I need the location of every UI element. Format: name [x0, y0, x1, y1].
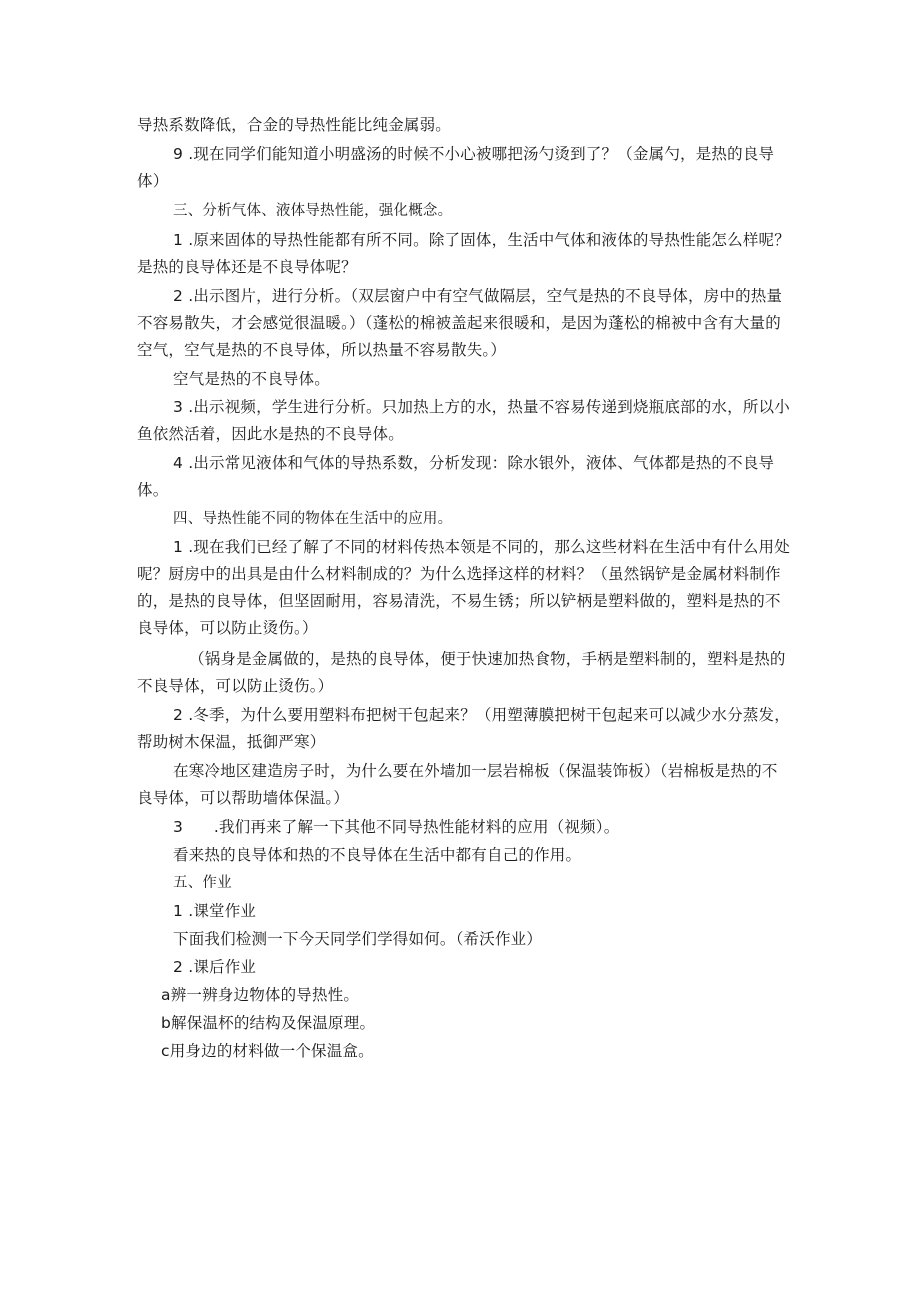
- paragraph-summary: 看来热的良导体和热的不良导体在生活中都有自己的作用。: [173, 846, 582, 864]
- paragraph-air-conclusion: 空气是热的不良导体。: [173, 370, 331, 388]
- list-item-b: b解保温杯的结构及保温原理。: [161, 1014, 376, 1032]
- paragraph-3-3: 3 .出示视频，学生进行分析。只加热上方的水，热量不容易传递到烧瓶底部的水，所以小鱼依然活着，因此水是热的不良导体。: [137, 398, 790, 443]
- list-item-a: a辨一辨身边物体的导热性。: [161, 986, 360, 1004]
- paragraph-4-2: 2 .冬季，为什么要用塑料布把树干包起来？（用塑薄膜把树干包起来可以减少水分蒸发，帮助树木保温，抵御严寒）: [137, 706, 790, 751]
- section-heading-4: 四、导热性能不同的物体在生活中的应用。: [173, 511, 453, 527]
- paragraph-5-2: 2 .课后作业: [173, 958, 257, 976]
- paragraph-3-4: 4 .出示常见液体和气体的导热系数，分析发现：除水银外，液体、气体都是热的不良导体。: [137, 454, 775, 499]
- paragraph-class-homework: 下面我们检测一下今天同学们学得如何。（希沃作业）: [173, 930, 543, 948]
- paragraph-pot-body: （锅身是金属做的，是热的良导体，便于快速加热食物，手柄是塑料制的，塑料是热的不良导体，可以防止烫伤。）: [137, 650, 786, 695]
- paragraph-3-2: 2 .出示图片，进行分析。（双层窗户中有空气做隔层，空气是热的不良导体，房中的热量不容易散失，才会感觉很温暖。）（蓬松的棉被盖起来很暖和，是因为蓬松的棉被中含有大量的空气，空气是热的不良导体，所以热量不容易散失。）: [137, 287, 783, 359]
- paragraph-rock-wool: 在寒冷地区建造房子时，为什么要在外墙加一层岩棉板（保温装饰板）（岩棉板是热的不良导体，可以帮助墙体保温。）: [137, 762, 778, 807]
- paragraph-3-1: 1 .原来固体的导热性能都有所不同。除了固体，生活中气体和液体的导热性能怎么样呢？是热的良导体还是不良导体呢？: [137, 231, 790, 276]
- section-heading-3: 三、分析气体、液体导热性能，强化概念。: [173, 203, 453, 219]
- list-item-c: c用身边的材料做一个保温盒。: [161, 1042, 374, 1060]
- paragraph-4-1: 1 .现在我们已经了解了不同的材料传热本领是不同的，那么这些材料在生活中有什么用处呢？厨房中的出具是由什么材料制成的？为什么选择这样的材料？（虽然锅铲是金属材料制作的，是热的良导体，但坚固耐用，容易清洗，不易生锈；所以铲柄是塑料做的，塑料是热的不良导体，可以防止烫伤。）: [137, 538, 790, 637]
- paragraph-4-3: 3 .我们再来了解一下其他不同导热性能材料的应用（视频）。: [173, 818, 620, 836]
- paragraph-5-1: 1 .课堂作业: [173, 902, 257, 920]
- section-heading-5: 五、作业: [173, 875, 232, 891]
- paragraph-item-9: 9 .现在同学们能知道小明盛汤的时候不小心被哪把汤勺烫到了？（金属勺，是热的良导体）: [137, 145, 775, 190]
- paragraph-alloy-conductivity: 导热系数降低，合金的导热性能比纯金属弱。: [137, 116, 452, 134]
